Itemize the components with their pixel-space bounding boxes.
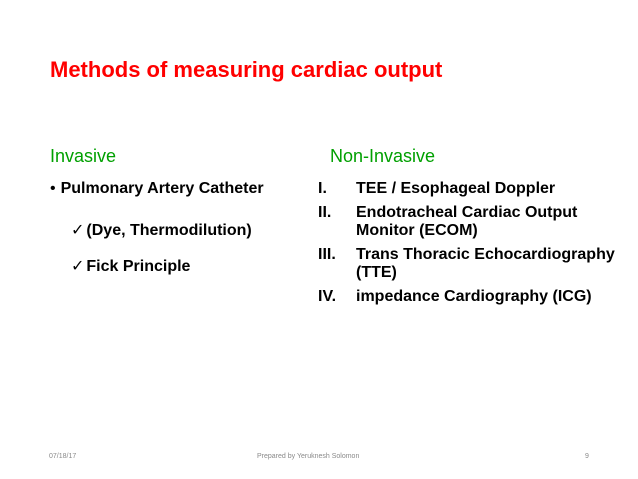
numbered-item: [318, 246, 618, 282]
check-item: [71, 220, 312, 240]
non-invasive-list: [318, 180, 618, 312]
item-text: Trans Thoracic Echocardiography (TTE): [356, 246, 615, 281]
item-text: Endotracheal Cardiac Output Monitor (ECOM): [356, 204, 578, 239]
footer-author: Prepared by Yeruknesh Solomon: [257, 453, 360, 460]
check-item-text: (Dye, Thermodilution): [86, 222, 252, 239]
check-item: [71, 256, 312, 276]
item-number: II.: [318, 204, 332, 221]
checkmark-icon: ✓: [71, 220, 85, 239]
slide-title: Methods of measuring cardiac output: [50, 57, 443, 82]
item-number: I.: [318, 180, 327, 197]
item-text: TEE / Esophageal Doppler: [356, 180, 556, 197]
numbered-item: [318, 204, 618, 240]
bullet-item-text: Pulmonary Artery Catheter: [60, 180, 264, 197]
numbered-item: [318, 288, 618, 306]
item-number: IV.: [318, 288, 337, 305]
numbered-item: [318, 180, 618, 198]
checkmark-icon: ✓: [71, 256, 85, 275]
invasive-heading: Invasive: [50, 146, 117, 166]
footer-page-number: 9: [585, 453, 589, 460]
check-item-text: Fick Principle: [86, 258, 191, 275]
invasive-list: [50, 180, 312, 276]
bullet-item: [50, 180, 312, 198]
item-number: III.: [318, 246, 336, 263]
footer-date: 07/18/17: [49, 453, 77, 460]
non-invasive-heading: Non-Invasive: [330, 146, 436, 166]
bullet-icon: •: [50, 180, 56, 197]
item-text: impedance Cardiography (ICG): [356, 288, 592, 305]
